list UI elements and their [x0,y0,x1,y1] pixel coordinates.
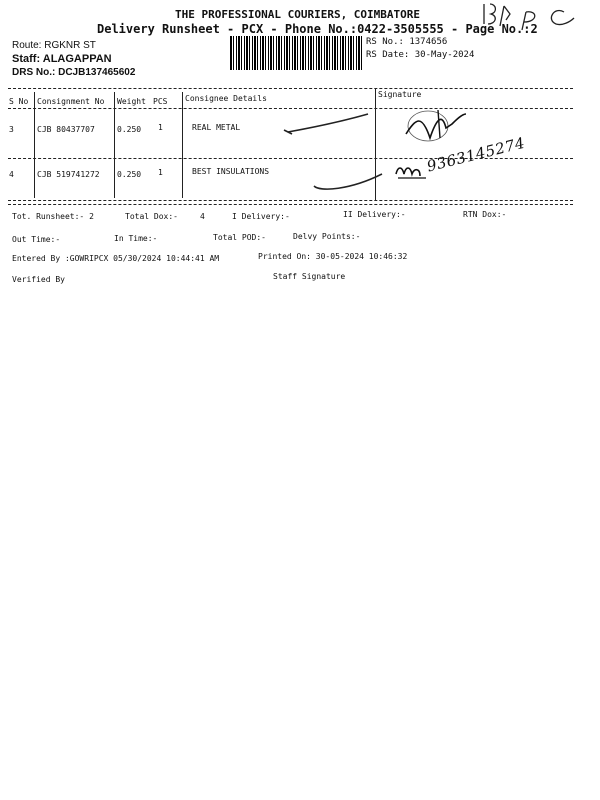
ii-delivery: II Delivery:- [343,210,406,219]
total-dox-label: Total Dox:- [125,212,178,221]
runsheet-title: Delivery Runsheet - PCX - Phone No.:0422-3505555 - Page No.:2 [97,22,538,36]
table-row-consignment: CJB 519741272 [37,170,100,179]
in-time: In Time:- [114,234,158,243]
table-row-sno: 4 [9,170,14,179]
staff-signature: Staff Signature [273,272,346,281]
table-bottom-rule-2 [8,204,573,205]
table-row-pcs: 1 [158,123,163,132]
total-pod: Total POD:- [213,233,266,242]
i-delivery: I Delivery:- [232,212,290,221]
table-row-sno: 3 [9,125,14,134]
column-divider [182,92,183,198]
tot-runsheet: Tot. Runsheet:- 2 [12,212,94,221]
rtn-dox: RTN Dox:- [463,210,507,219]
entered-by: Entered By :GOWRIPCX 05/30/2024 10:44:41 AM [12,254,220,263]
col-header-pcs: PCS [153,97,168,106]
table-row-consignee: BEST INSULATIONS [192,167,270,176]
printed-on: Printed On: 30-05-2024 10:46:32 [258,252,408,261]
rs-number: RS No.: 1374656 [366,37,448,47]
rs-date: RS Date: 30-May-2024 [366,50,475,60]
handwritten-note [478,0,588,34]
staff: Staff: ALAGAPPAN [12,53,112,65]
handwritten-phone: 9363145274 [425,133,527,176]
barcode [230,36,362,70]
verified-by: Verified By [12,275,65,284]
company-name: THE PROFESSIONAL COURIERS, COIMBATORE [175,8,421,21]
table-row-weight: 0.250 [117,125,142,134]
col-header-sno: S No [9,97,29,106]
route: Route: RGKNR ST [12,40,96,51]
out-time: Out Time:- [12,235,61,244]
table-row-consignee: REAL METAL [192,123,241,132]
col-header-weight: Weight [117,97,146,106]
col-header-consignment: Consignment No [37,97,105,106]
table-row-consignment: CJB 80437707 [37,125,95,134]
col-header-signature: Signature [378,90,422,99]
column-divider [114,92,115,198]
drs-number: DRS No.: DCJB137465602 [12,67,136,78]
col-header-consignee: Consignee Details [185,94,267,103]
total-dox-value: 4 [200,212,205,221]
table-top-rule [8,88,573,89]
table-row-pcs: 1 [158,168,163,177]
delvy-points: Delvy Points:- [293,232,361,241]
column-divider [34,92,35,198]
table-row-weight: 0.250 [117,170,142,179]
handwritten-marks [280,108,580,203]
